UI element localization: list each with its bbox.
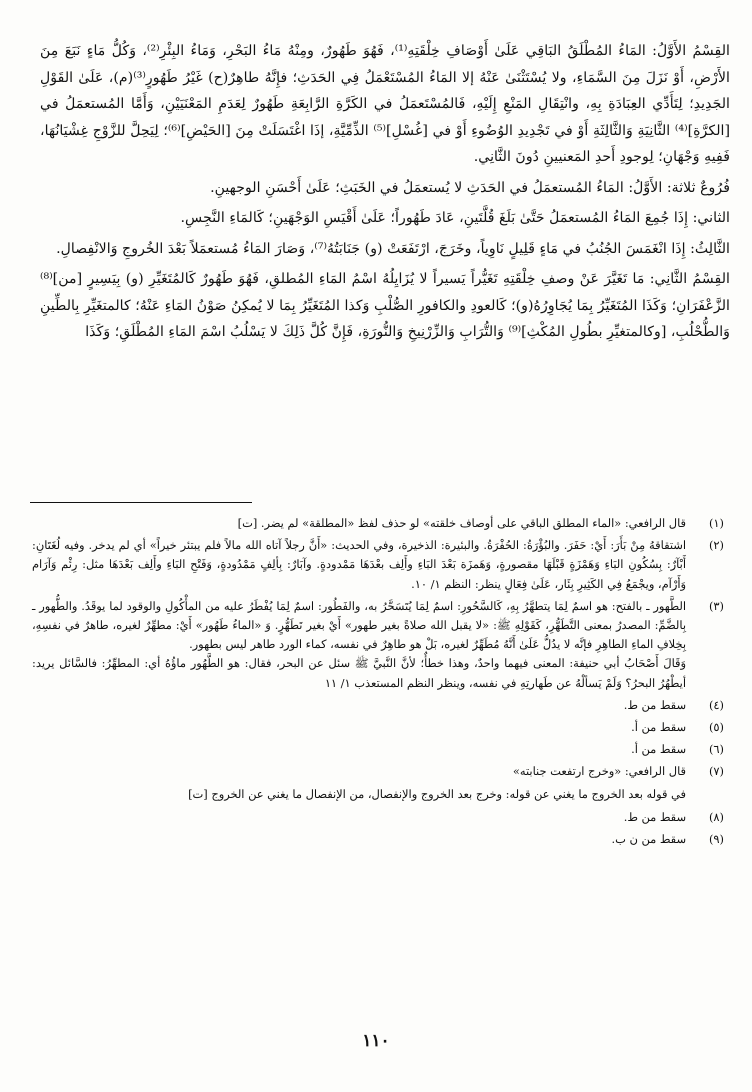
footnote-text: قال الرافعي: «الماء المطلق الباقي على أوصاف خلقته» لو حذف لفظ «المطلقة» لم يضر. [ت] — [237, 516, 686, 530]
footnote-number: (٤) — [708, 697, 724, 712]
footnote-number: (٩) — [708, 832, 724, 847]
footnote-number: (٦) — [708, 742, 724, 757]
footnote-7-continuation: في قوله بعد الخروج ما يغني عن قوله: وخرج بعد الخروج والإنفصال، من الإنفصال ما يغني عن الخروج [ت] — [188, 786, 686, 801]
main-paragraph-4: الثَّالِثُ: إِذَا انْغَمَسَ الجُنُبُ في مَاءٍ قَلِيلٍ نَاوِياً، وخَرَجَ، ارْتَفَعَتْ (و) جَنَابَتُهُ⁽⁷⁾، وَصَارَ المَاءُ مُستعمَلاً بَعْدَ الخُروجِ وَالانْفِصالِ. — [56, 240, 730, 257]
footnote-1 — [32, 514, 724, 533]
footnote-6 — [32, 740, 724, 759]
main-paragraph-5: القِسْمُ الثَّانِي: مَا تَغَيَّرَ عَنْ وصفِ خِلْقَتِهِ تَغَيُّراً يَسيراً لا يُزَايِلُهُ اسْمُ المَاءِ المُطلقِ، فَهُوَ طَهُورٌ كَالمُتَغَيِّرِ (و) بِيَسِيرٍ [من]⁽⁸⁾ الزَّعْفَرَانِ؛ وَكَذَا المُتَغَيِّرُ بِمَا يُجَاوِرُهُ(و)؛ كَالعودِ والكافورِ الصُّلْبِ وَكذا المُتَغَيِّرُ بِمَا لا يُمكِنُ صَوْنُ المَاءِ عَنْهُ؛ كالمتغَيِّرِ بِالطِّينِ وَالطُّحْلُبِ، [وكالمتغيِّرِ بطُولِ المُكْثِ]⁽⁹⁾ وَالتُّرَابِ وَالزِّرْنِيخِ وَالنُّورَةِ، فَإِنَّ كُلَّ ذَلِكَ لا يَسْلُبُ اسْمَ المَاءِ المُطْلَقِ؛ وَكَذَا — [40, 271, 730, 340]
footnote-number: (٥) — [708, 720, 724, 735]
page-number: ١١٠ — [362, 1031, 390, 1051]
footnote-text: سقط من ط. — [623, 809, 686, 824]
footnote-8 — [32, 808, 724, 827]
footnote-text: اشتقاقهُ مِنْ بَأَرَ: أَيْ: حَفَرَ. والبُؤْرَةُ: الحُفْرَةُ. والبئيرة: الذخيرة، وفي الحديث: «أَنَّ رجلاً آتاه الله مالاً فلم يبتئر خيراً» أي لم يدخر. وفيه لُغَتَانِ: أَبْآرٌ: بِسُكُونِ البَاءِ وَهَمْزَةٍ قَبْلَهَا مقصورةٍ، وَهَمزَة بَعْدَ البَاءِ وأَلِف بعْدَهَا مَمْدودةٍ. وآبَارٌ: بِألِفٍ مَمْدُودةٍ، وَفَتْحِ البَاءِ وأَلِف بَعْدَهَا مثل: رِئْم وَآرَام وَأَرْآم، ويجْمَعُ فِي الكَثِيرِ بِئَار، عَلَىٰ فِعَالٍ ينظر: النظم ١/ ١٠. — [32, 538, 686, 591]
footnote-text: قال الرافعي: «وخرج ارتفعت جنابته» — [512, 764, 686, 779]
footnote-text: سقط من أ. — [631, 742, 686, 757]
footnote-2 — [32, 536, 724, 594]
footnote-number: (٢) — [708, 538, 724, 553]
footnote-number: (٣) — [708, 598, 724, 613]
footnote-number: (١) — [708, 516, 724, 530]
footnote-separator — [30, 502, 252, 503]
footnote-number: (٧) — [708, 764, 724, 779]
footnote-5 — [32, 718, 724, 737]
footnote-text: سقط من أ. — [631, 720, 686, 735]
footnote-text: وَقَالَ أَصْحَابُ أبي حنيفة: المعنى فيهما واحدٌ، وهذا خطأٌ؛ لأنَّ النَّبيَّ ﷺ سئل عن البحر، فقال: هو الطَّهُور ماؤُهُ أي: المطهِّرُ: فالسَّائل يريد: أيطْهُرُ البحرُ؟ وَلَمْ يَسألْهُ عن طَهارتِهِ في نفسه، وينظر النظم المستعذب ١/ ١١ — [32, 656, 686, 690]
footnote-text: سقط من ط. — [623, 697, 686, 712]
footnotes — [32, 514, 724, 852]
main-paragraph-2: فُرُوعٌ ثلاثة: الأَوَّلُ: المَاءُ المُستعمَلُ في الحَدَثِ لا يُستعمَلُ في الخَبَثِ؛ عَلَىٰ أَحْسَنِ الوجهينِ. — [210, 179, 730, 196]
main-paragraph-1: القِسْمُ الأَوَّلُ: المَاءُ المُطْلَقُ البَاقِي عَلَىٰ أَوْصَافِ خِلْقَتِهِ⁽¹⁾، فَهُوَ طَهُورٌ، ومِنْهُ مَاءُ البَحْرِ، وَمَاءُ البِئْرِ⁽²⁾، وَكُلُّ مَاءٍ نَبَعَ مِنَ الأَرْضِ، أَوْ نَزَلَ مِنَ السَّمَاءِ، ولا يُسْتَثْنَىٰ عَنْهُ إلا المَاءُ المُسْتَعْمَلُ فِي الحَدَثِ؛ فإِنَّهُ طاهِرٌ(ح) غَيْرُ طَهُورٍ⁽³⁾(م)، عَلَىٰ القَوْلِ الجَدِيدِ؛ لِتَأَدِّي العِبَادَةِ بِهِ، وانْتِقَالِ المَنْعِ إِلَيْهِ، فَالمُسْتَعمَلُ في الكَرَّةِ الرَّابِعَةِ طَهُورٌ لِعَدَمِ المَعْنَيَيْنِ، وَأَمَّا المُستعمَلُ في [الكرَّةِ]⁽⁴⁾ الثَّانِيَةِ وَالثَّالِثَةِ أَوْ في تَجْدِيدِ الوُضُوءِ أَوْ في [غُسْلِ]⁽⁵⁾ الذِّمِّيَّةِ، إذَا اغْتَسَلَتْ مِنَ [الحَيْضِ]⁽⁶⁾؛ لِيَحِلَّ للزَّوْجِ غِشْيَانُهَا، فَفِيهِ وَجْهَانِ؛ لِوجودِ أَحدِ المَعنيينِ دُونَ الثَّانِي. — [40, 43, 730, 165]
main-text — [40, 38, 730, 350]
footnote-text: سقط من ن ب. — [611, 832, 686, 847]
footnote-number: (٨) — [708, 809, 724, 824]
footnote-3 — [32, 597, 724, 693]
footnote-7 — [32, 762, 724, 781]
footnote-4 — [32, 696, 724, 715]
footnote-text: الطَّهور ـ بالفتح: هو اسمٌ لِمَا يتطهَّرُ بِهِ، كَالسَّحُورِ: اسمٌ لِمَا يُتَسَحَّرُ به، والفَطُور: اسمٌ لِمَا يُفْطَرُ عليه من المأْكُولِ والوقود لما يوقَدُ. والطُّهور ـ بِالضَّمِّ: المصدرُ بمعنى التَّطَهُّرِ، كَقَوْلِهِ ﷺ: «لا يقبل الله صلاةً بغير طهور» أَيْ بغير تَطَهُّرٍ. وَ «الماءُ طَهُور» أَيْ: مطهِّرٌ لغيره، طاهرٌ في نفسِهِ، بِخِلافِ الماءِ الطاهِرِ فإنَّه لا يدُلُّ عَلَىٰ أَنَّهُ مُطَهِّرٌ لغيره، بَلْ هو طاهِرٌ في نفسه، كماء الورد طاهر ليس بطهور. — [32, 598, 686, 652]
footnote-9 — [32, 830, 724, 849]
main-paragraph-3: الثاني: إِذَا جُمِعَ المَاءُ المُستعمَلُ حَتَّىٰ بَلَغَ قُلَّتَينِ، عَادَ طَهُوراً؛ عَلَىٰ أَقْيَسِ الوَجْهَينِ؛ كَالمَاءِ النَّجِسِ. — [180, 210, 730, 226]
